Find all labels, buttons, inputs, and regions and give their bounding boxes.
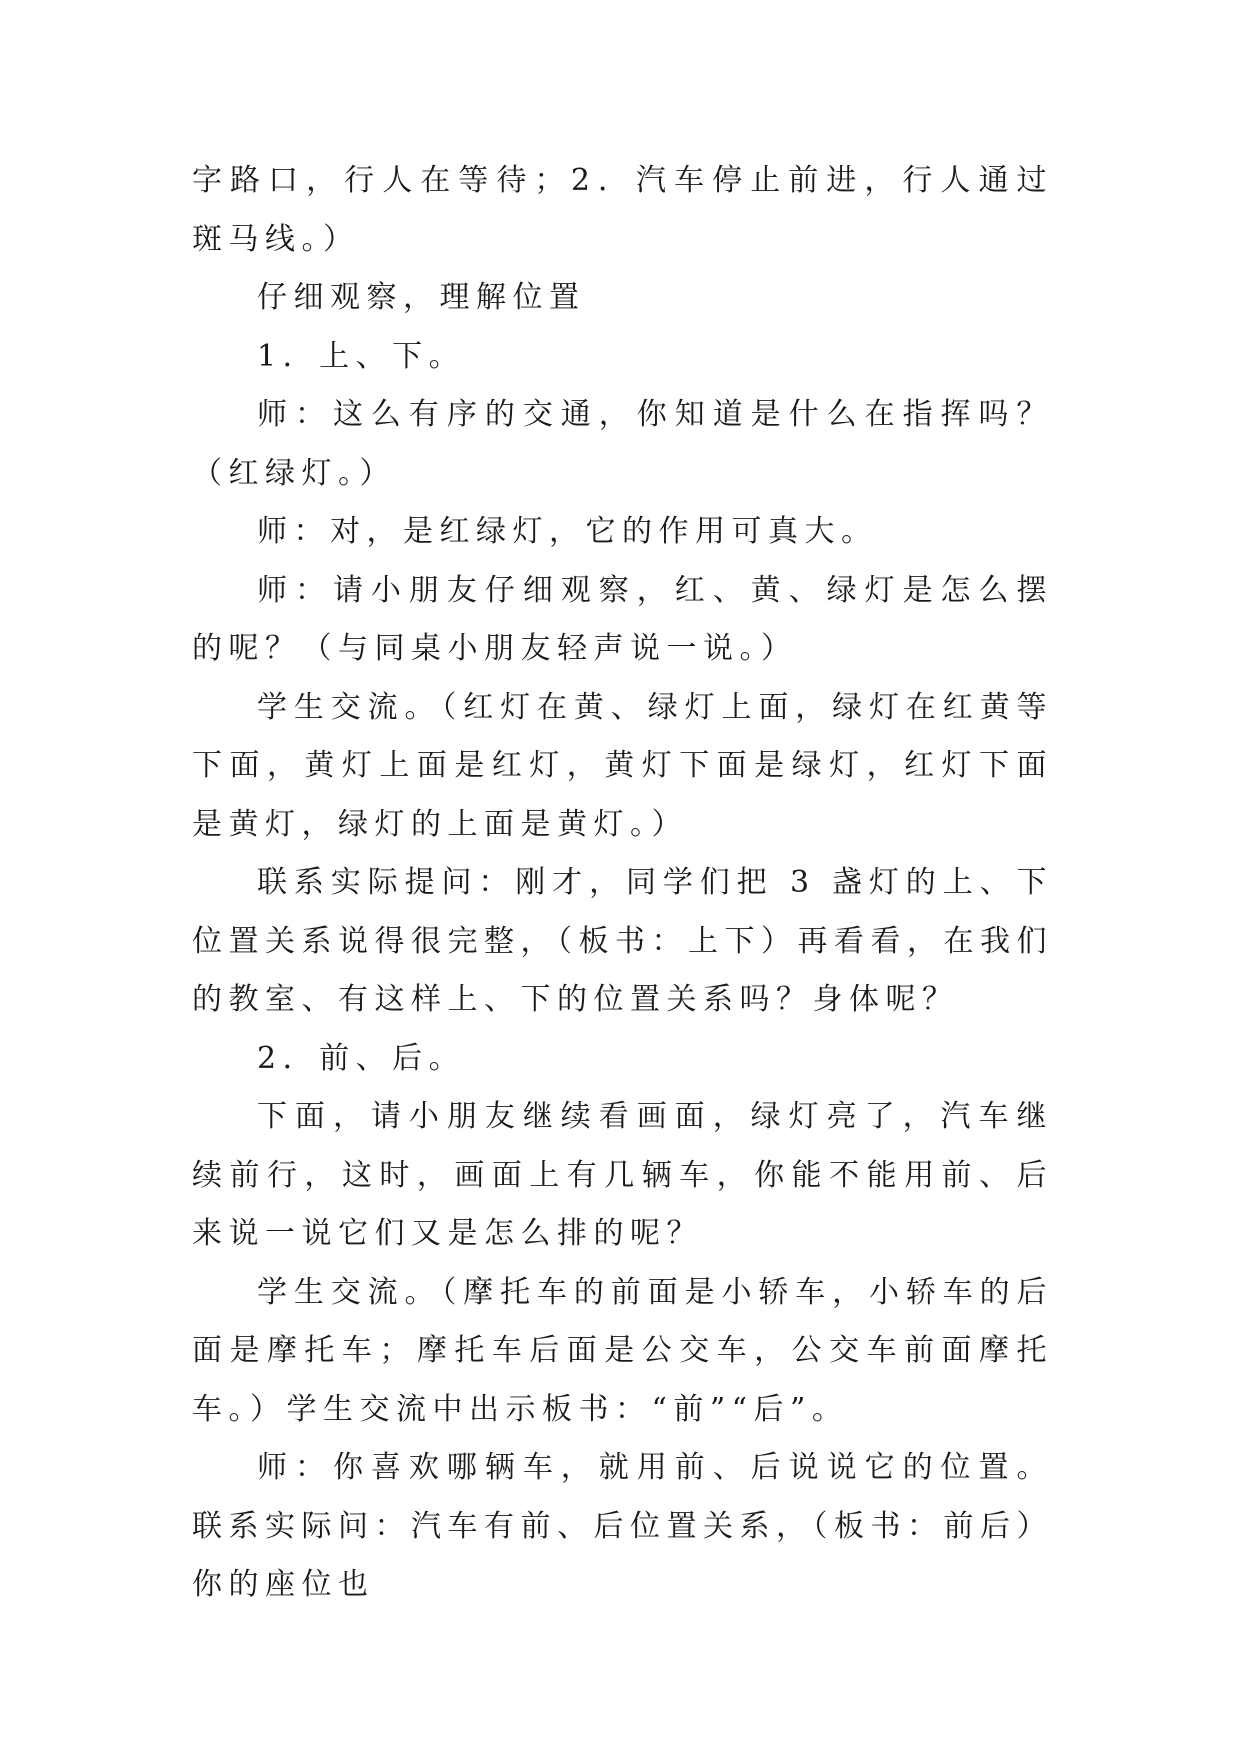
paragraph-teacher-question: 师：这么有序的交通，你知道是什么在指挥吗？（红绿灯。） bbox=[192, 397, 1053, 491]
paragraph-real-life-question: 联系实际提问：刚才，同学们把 3 盏灯的上、下位置关系说得很完整，（板书：上下）再看看，在我们的教室、有这样上、下的位置关系吗？身体呢？ bbox=[192, 865, 1053, 1017]
paragraph-teacher-prompt: 师：请小朋友仔细观察，红、黄、绿灯是怎么摆的呢？（与同桌小朋友轻声说一说。） bbox=[192, 572, 1053, 666]
paragraph-subheading-front-back: 2．前、后。 bbox=[257, 1040, 466, 1076]
paragraph-picture-prompt: 下面，请小朋友继续看画面，绿灯亮了，汽车继续前行，这时，画面上有几辆车，你能不能用前、后来说一说它们又是怎么排的呢？ bbox=[192, 1099, 1053, 1251]
paragraph-section-heading: 仔细观察，理解位置 bbox=[257, 280, 586, 315]
paragraph-teacher-favorite-vehicle: 师：你喜欢哪辆车，就用前、后说说它的位置。联系实际问：汽车有前、后位置关系，（板书：前后）你的座位也 bbox=[192, 1450, 1053, 1602]
paragraph-teacher-response: 师：对，是红绿灯，它的作用可真大。 bbox=[257, 514, 878, 549]
paragraph-student-exchange-vehicles: 学生交流。（摩托车的前面是小轿车，小轿车的后面是摩托车；摩托车后面是公交车，公交车前面摩托车。）学生交流中出示板书：“前”“后”。 bbox=[192, 1274, 1053, 1427]
paragraph-subheading-up-down: 1．上、下。 bbox=[257, 338, 466, 374]
paragraph-student-exchange-lights: 学生交流。（红灯在黄、绿灯上面，绿灯在红黄等下面，黄灯上面是红灯，黄灯下面是绿灯，红灯下面是黄灯，绿灯的上面是黄灯。） bbox=[192, 689, 1053, 842]
document-page bbox=[192, 152, 1053, 1615]
paragraph-continuation: 字路口，行人在等待；2．汽车停止前进，行人通过斑马线。） bbox=[192, 163, 1053, 257]
